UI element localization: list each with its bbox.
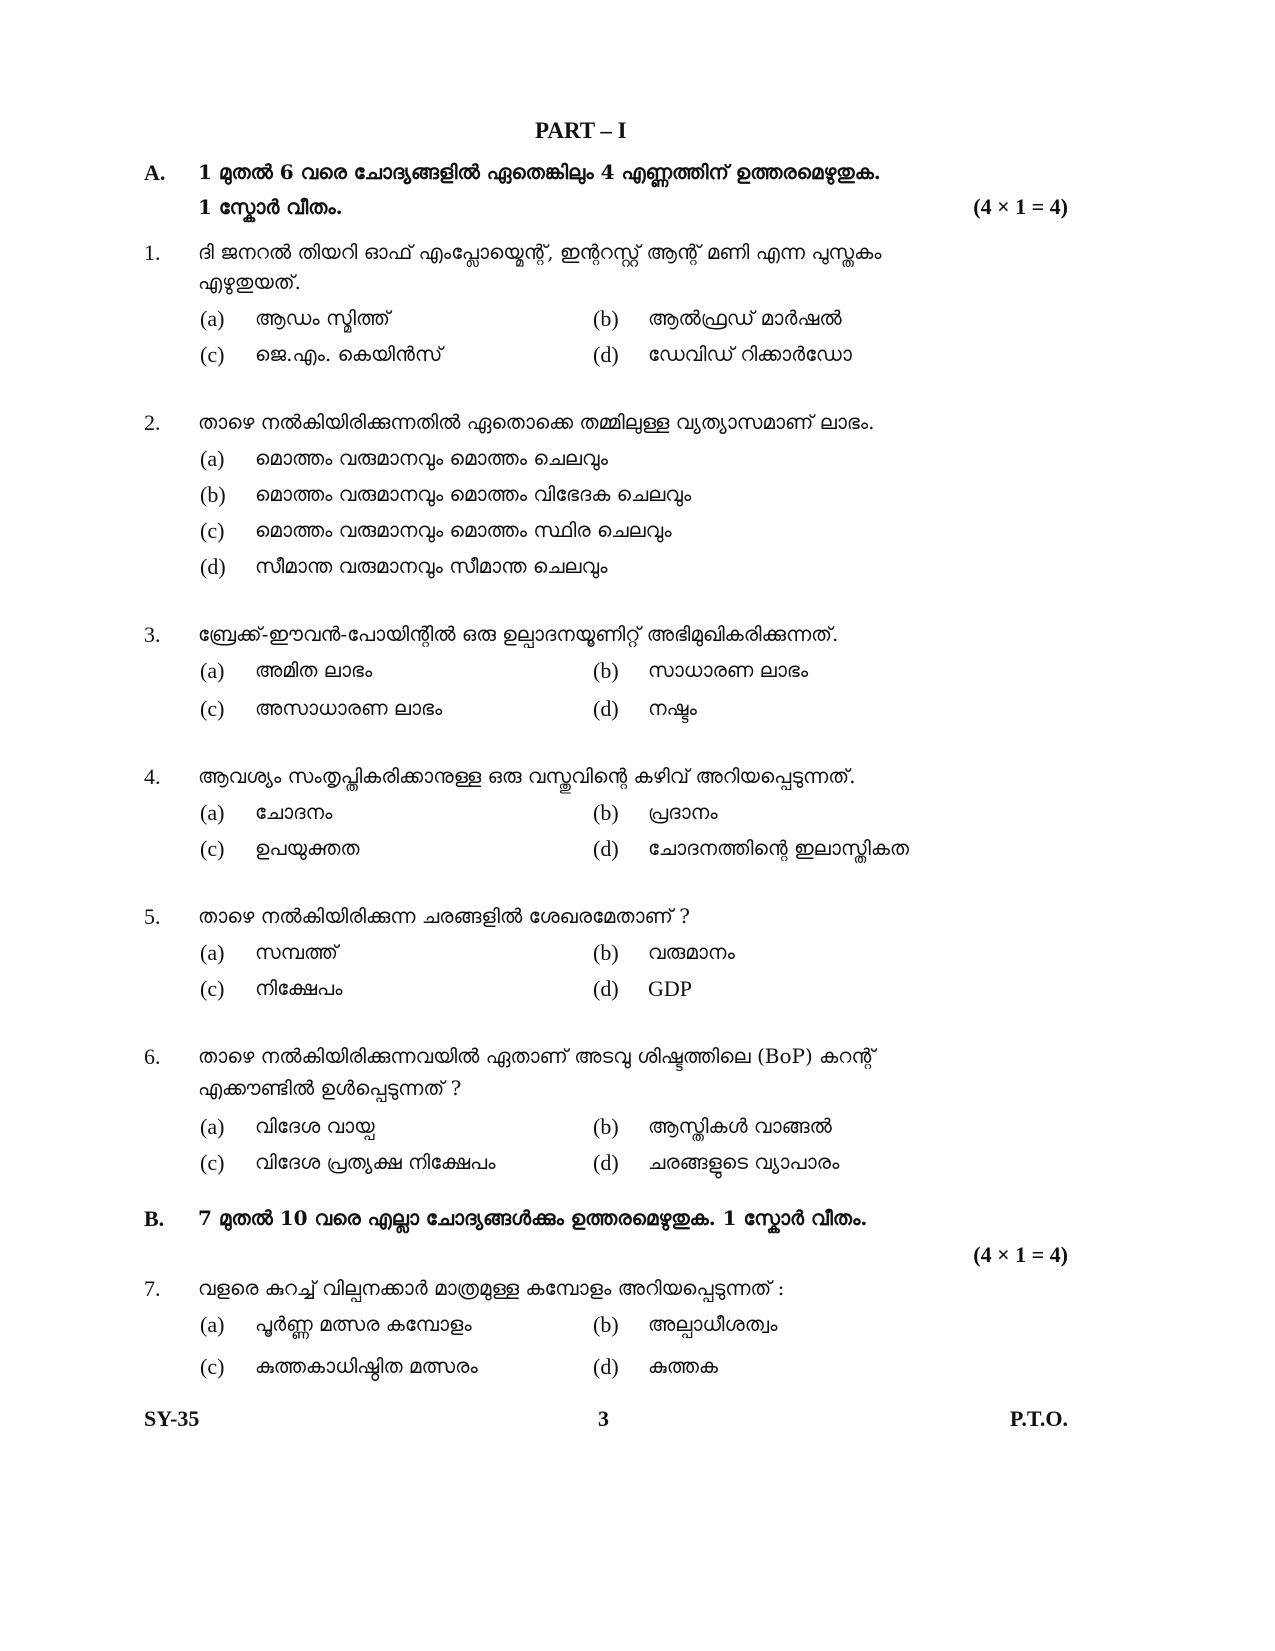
option-label: (b) [593, 1114, 619, 1139]
question-text: ബ്രേക്ക്-ഈവൻ-പോയിന്റിൽ ഒരു ഉല്പാദനയൂണിറ്റ് അഭിമുഖികരിക്കുന്നത്. [198, 622, 839, 646]
option-text: ചരങ്ങളുടെ വ്യാപാരം [648, 1150, 840, 1174]
option-label: (a) [200, 800, 225, 825]
section-a-letter: A. [144, 160, 166, 185]
option-label: (d) [593, 696, 619, 721]
option-text: ജെ.എം. കെയിൻസ് [255, 342, 443, 366]
option-text: വരുമാനം [648, 940, 735, 964]
page-number: 3 [598, 1406, 609, 1431]
option-label: (b) [593, 940, 619, 965]
option-text: മൊത്തം വരുമാനവും മൊത്തം വിഭേദക ചെലവും [255, 482, 692, 506]
option-text: കുത്തക [648, 1354, 718, 1378]
section-a-instruction: 1 മുതൽ 6 വരെ ചോദ്യങ്ങളിൽ ഏതെങ്കിലും 4 എണ്ണത്തിന് ഉത്തരമെഴുതുക. [198, 160, 881, 184]
section-b-marks: (4 × 1 = 4) [973, 1242, 1068, 1267]
question-text: താഴെ നൽകിയിരിക്കുന്ന ചരങ്ങളിൽ ശേഖരമേതാണ് ? [198, 904, 690, 928]
question-text: വളരെ കുറച്ച് വില്പനക്കാർ മാത്രമുള്ള കമ്പോളം അറിയപ്പെടുന്നത് : [198, 1276, 785, 1300]
option-text: അസാധാരണ ലാഭം [255, 696, 443, 720]
section-a-marks: (4 × 1 = 4) [973, 194, 1068, 219]
option-label: (a) [200, 1114, 225, 1139]
option-label: (a) [200, 446, 225, 471]
option-text: കുത്തകാധിഷ്ഠിത മത്സരം [255, 1354, 478, 1378]
option-label: (b) [593, 1312, 619, 1337]
question-text: താഴെ നൽകിയിരിക്കുന്നതിൽ ഏതൊക്കെ തമ്മിലുള്ള വ്യത്യാസമാണ് ലാഭം. [198, 410, 875, 434]
option-text: അമിത ലാഭം [255, 658, 373, 682]
option-label: (d) [200, 554, 226, 579]
option-text: വിദേശ പ്രത്യക്ഷ നിക്ഷേപം [255, 1150, 496, 1174]
question-number: 6. [144, 1044, 161, 1069]
section-b-instruction: 7 മുതൽ 10 വരെ എല്ലാ ചോദ്യങ്ങൾക്കും ഉത്തരമെഴുതുക. 1 സ്കോർ വീതം. [198, 1206, 868, 1230]
question-number: 2. [144, 410, 161, 435]
option-text: ആസ്തികൾ വാങ്ങൽ [648, 1114, 832, 1138]
option-label: (b) [593, 306, 619, 331]
option-label: (a) [200, 1312, 225, 1337]
option-label: (b) [593, 800, 619, 825]
option-label: (c) [200, 1354, 225, 1379]
option-text: സമ്പത്ത് [255, 940, 338, 964]
option-label: (c) [200, 836, 225, 861]
part-title: PART – I [535, 118, 627, 143]
option-label: (b) [593, 658, 619, 683]
option-label: (b) [200, 482, 226, 507]
option-text: ചോദനത്തിന്റെ ഇലാസ്തികത [648, 836, 909, 860]
option-label: (c) [200, 342, 225, 367]
section-a-instruction-cont: 1 സ്കോർ വീതം. [198, 195, 343, 219]
question-number: 7. [144, 1276, 161, 1301]
question-text: താഴെ നൽകിയിരിക്കുന്നവയിൽ ഏതാണ് അടവു ശിഷ്ടത്തിലെ (BoP) കറന്റ് [198, 1044, 875, 1068]
option-label: (d) [593, 836, 619, 861]
option-label: (a) [200, 940, 225, 965]
option-text: അല്പാധീശത്വം [648, 1312, 778, 1336]
question-text-cont: എക്കൗണ്ടിൽ ഉൾപ്പെടുന്നത് ? [198, 1076, 462, 1100]
option-label: (d) [593, 342, 619, 367]
option-label: (d) [593, 976, 619, 1001]
question-text: ആവശ്യം സംതൃപ്തികരിക്കാനുള്ള ഒരു വസ്തുവിന്റെ കഴിവ് അറിയപ്പെടുന്നത്. [198, 764, 856, 788]
option-text: മൊത്തം വരുമാനവും മൊത്തം സ്ഥിര ചെലവും [255, 518, 672, 542]
option-text: സാധാരണ ലാഭം [648, 658, 809, 682]
paper-code: SY-35 [144, 1406, 200, 1431]
option-label: (c) [200, 696, 225, 721]
option-label: (d) [593, 1354, 619, 1379]
option-label: (c) [200, 1150, 225, 1175]
option-text: ആഡം സ്മിത്ത് [255, 306, 390, 330]
option-label: (c) [200, 976, 225, 1001]
pto-label: P.T.O. [1009, 1406, 1068, 1431]
option-text: ആൽഫ്രഡ് മാർഷൽ [648, 306, 842, 330]
option-text: GDP [648, 976, 693, 1001]
question-text: ദി ജനറൽ തിയറി ഓഫ് എംപ്ലോയ്മെന്റ്, ഇന്ററസ്റ്റ് ആന്റ് മണി എന്ന പുസ്തകം [198, 240, 882, 264]
option-text: പ്രദാനം [648, 800, 718, 824]
option-label: (a) [200, 306, 225, 331]
option-text: സീമാന്ത വരുമാനവും സീമാന്ത ചെലവും [255, 554, 608, 578]
question-number: 4. [144, 764, 161, 789]
option-text: നിക്ഷേപം [255, 976, 343, 1000]
question-number: 5. [144, 904, 161, 929]
option-text: മൊത്തം വരുമാനവും മൊത്തം ചെലവും [255, 446, 608, 470]
option-label: (a) [200, 658, 225, 683]
option-text: ഡേവിഡ് റിക്കാർഡോ [648, 342, 852, 366]
option-label: (d) [593, 1150, 619, 1175]
option-text: വിദേശ വായ്പ [255, 1114, 375, 1138]
question-text-cont: എഴുതുയത്. [198, 270, 301, 294]
section-b-letter: B. [144, 1206, 165, 1231]
question-number: 3. [144, 622, 161, 647]
option-text: നഷ്ടം [648, 696, 697, 720]
option-label: (c) [200, 518, 225, 543]
option-text: പൂർണ്ണ മത്സര കമ്പോളം [255, 1312, 472, 1336]
question-number: 1. [144, 240, 161, 265]
option-text: ചോദനം [255, 800, 333, 824]
option-text: ഉപയുക്തത [255, 836, 360, 860]
